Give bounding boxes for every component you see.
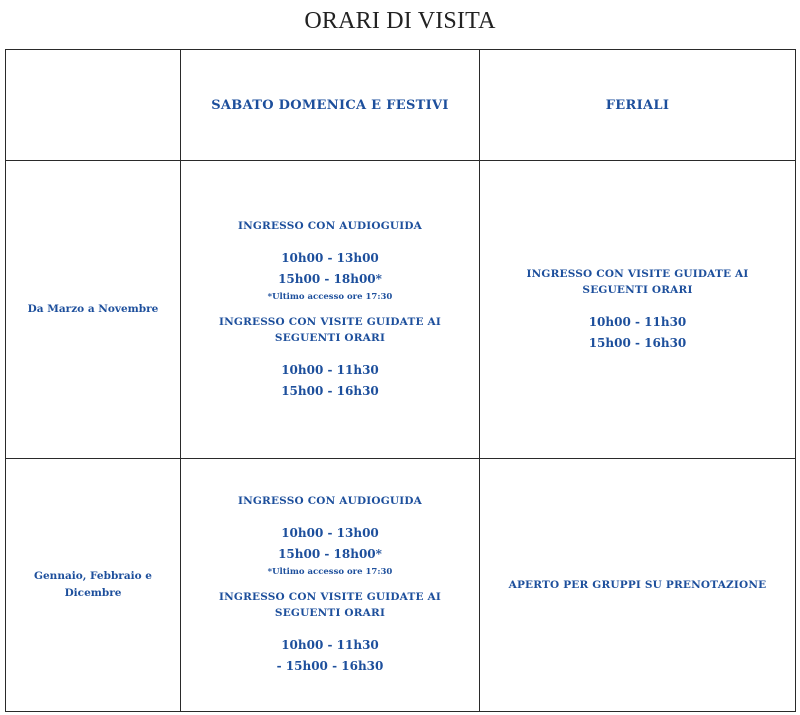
weekend-cell <box>181 161 480 459</box>
guided-tour-label: INGRESSO CON VISITE GUIDATE AI SEGUENTI ORARI <box>219 315 441 344</box>
weekend-cell <box>181 459 480 712</box>
visiting-hours-table <box>5 49 796 712</box>
last-entry-note: *Ultimo accesso ore 17:30 <box>267 567 393 577</box>
guided-time-slot: 10h00 - 11h30 <box>281 362 379 377</box>
table-header-row <box>6 50 796 161</box>
guided-tour-label: INGRESSO CON VISITE GUIDATE AI SEGUENTI ORARI <box>526 267 749 296</box>
weekdays-cell <box>480 161 796 459</box>
audio-time-slot: 10h00 - 13h00 <box>281 250 379 265</box>
audio-time-slot: 10h00 - 13h00 <box>281 526 379 540</box>
guided-time-slot: 10h00 - 11h30 <box>281 638 379 652</box>
period-cell: Gennaio, Febbraio e Dicembre <box>6 459 181 712</box>
audio-time-slot: 15h00 - 18h00* <box>278 271 382 286</box>
table-row <box>6 161 796 459</box>
header-cell-empty <box>6 50 181 161</box>
guided-time-slot: 15h00 - 16h30 <box>281 383 379 398</box>
header-cell-weekend: SABATO DOMENICA E FESTIVI <box>181 50 480 161</box>
guided-time-slot: 15h00 - 16h30 <box>588 335 687 350</box>
guided-time-slot: - 15h00 - 16h30 <box>276 659 384 673</box>
weekdays-cell: APERTO PER GRUPPI SU PRENOTAZIONE <box>480 459 796 712</box>
period-cell: Da Marzo a Novembre <box>6 161 181 459</box>
guided-tour-label: INGRESSO CON VISITE GUIDATE AI SEGUENTI ORARI <box>219 591 441 619</box>
audio-guide-label: INGRESSO CON AUDIOGUIDA <box>237 219 423 232</box>
table-row <box>6 459 796 712</box>
guided-time-slot: 10h00 - 11h30 <box>588 314 687 329</box>
audio-time-slot: 15h00 - 18h00* <box>278 547 382 561</box>
page-title: ORARI DI VISITA <box>304 8 496 34</box>
header-cell-weekdays: FERIALI <box>480 50 796 161</box>
last-entry-note: *Ultimo accesso ore 17:30 <box>267 291 393 302</box>
audio-guide-label: INGRESSO CON AUDIOGUIDA <box>237 495 423 507</box>
